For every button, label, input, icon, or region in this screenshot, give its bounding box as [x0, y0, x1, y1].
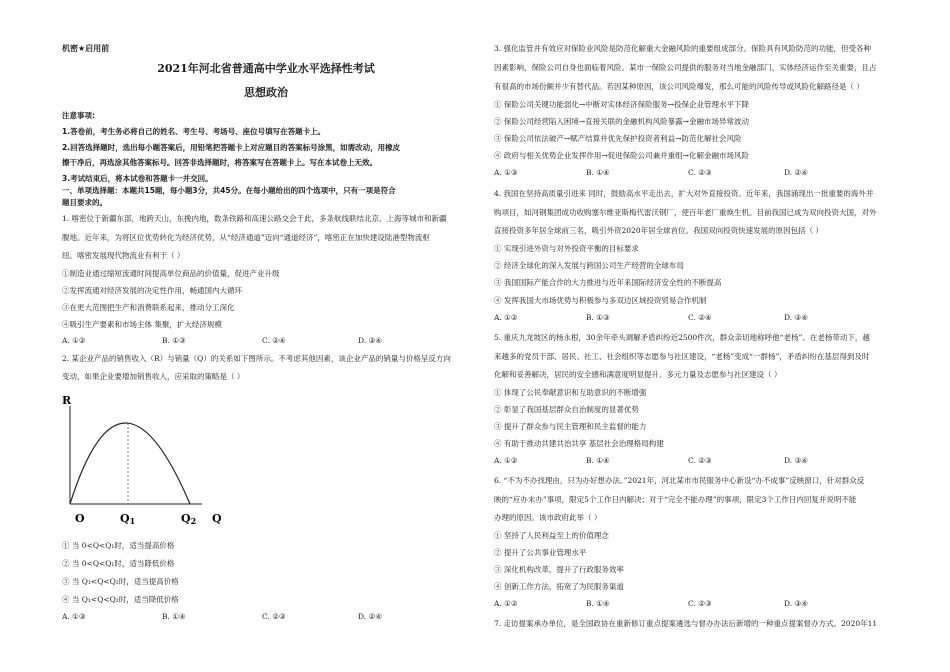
q5-stem-2: 来越多的党员干部、居民、社工、社会组织等志愿参与社区建设，“老杨”变成“一群杨”，矛盾纠纷在基层得到及时: [494, 352, 870, 361]
q1-stem-3: 纽。喀密发展现代物流业有利于（ ）: [62, 251, 185, 260]
q2-choice-a: A. ①③: [62, 612, 86, 621]
q1-choice-c: C. ②④: [262, 336, 286, 345]
q1-answer-choices: [62, 336, 382, 346]
q3-option-3: ③ 保险公司依法破产→赋产结算并优先保护投资者利益→防范化解社会风险: [494, 134, 742, 143]
q1-stem-1: 1. 喀密位于新疆东部，地跨天山，东挽内地，数条铁路和高速公路交会于此，多条航线联结北京、上海等城市和新疆: [62, 214, 447, 223]
tick-q2-sub: 2: [190, 516, 197, 526]
q1-option-1: ①制造业通过缩短流通时间提高单位商品的价值量，促进产业升级: [62, 269, 280, 278]
axis-label-r: R: [62, 394, 72, 407]
section-heading-b: 题目要求的。: [62, 198, 107, 207]
section-heading-a: 一、单项选择题：本题共15题，每小题3分，共45分。在每小题给出的四个选项中，只有一项是符合: [62, 186, 396, 195]
secret-label: 机密★启用前: [62, 44, 110, 53]
q2-stem-1: 2. 某企业产品的销售收入（R）与销量（Q）的关系如下图所示。不考虑其他因素，该企业产品的销量与价格呈反方向: [62, 354, 451, 363]
q6-stem-2: 映的“应办未办”事项，限定5个工作日内解决；对于“完全不能办理”的事项，限定3个工作日内回复并说明不能: [494, 495, 857, 504]
note-2b: 擦干净后，再选涂其他答案标号。回答非选择题时，将答案写在答题卡上。写在本试卷上无效。: [62, 158, 377, 167]
q4-answer-choices: [494, 313, 808, 323]
q6-option-4: ④ 创新工作方法，拓宽了为民服务渠道: [494, 582, 624, 591]
tick-q1-main: Q: [120, 512, 130, 525]
note-2a: 2.回答选择题时，选出每小题答案后，用铅笔把答题卡上对应题目的答案标号涂黑，如需改动，用橡皮: [62, 143, 401, 152]
q2-option-4: ④ 当 Q₁<Q<Q₂时，适当降低价格: [62, 595, 179, 604]
q4-stem-1: 4. 我国在坚持高质量引进来 同时，鼓励高水平走出去，扩大对外直接投资。近年来，我国涌现出一批重要的海外并: [494, 189, 874, 198]
q5-stem-3: 化解和妥善解决，居民的安全感和满意度明显提升。多元力量及志愿参与社区建设（ ）: [494, 370, 782, 379]
q4-option-3: ③ 我国国际产能合作的大力推进与近年来国际经济安全性的不断提高: [494, 278, 722, 287]
q3-choice-d: D. ②④: [784, 168, 808, 177]
q3-option-1: ① 保险公司关键功能弱化→中断对实体经济保险服务→投保企业管理水平下降: [494, 100, 749, 109]
q5-choice-b: B. ①④: [586, 456, 610, 465]
axis-label-q: Q: [212, 512, 222, 525]
q5-option-2: ② 彰显了我国基层群众自治制度的显著优势: [494, 405, 639, 414]
q5-option-3: ③ 提升了群众参与民主管理和民主监督的能力: [494, 422, 647, 431]
q2-option-2: ② 当 0<Q<Q₁时，适当降低价格: [62, 559, 175, 568]
q3-stem-3: 有很高的市场份额并少有替代品。若因某种原因，该公司风险爆发，那么可能的风险传导或风险化解路径是（ ）: [494, 82, 864, 91]
subject-title: 思想政治: [244, 86, 288, 99]
q2-choice-c: C. ②③: [262, 612, 286, 621]
q1-choice-d: D. ③④: [358, 336, 382, 345]
q3-option-2: ② 保险公司经营陷入困境→直接关联的金融机构风险暴露→金融市场异常波动: [494, 117, 749, 126]
q1-option-2: ②发挥流通对经济发展的决定性作用，畅通国内大循环: [62, 286, 242, 295]
tick-q1-sub: 1: [129, 516, 136, 526]
note-1: 1.答卷前，考生务必将自己的姓名、考生号、考场号、座位号填写在答题卡上。: [62, 127, 326, 136]
tick-q2-main: Q: [181, 512, 191, 525]
q3-stem-2: 因素影响，保险公司自身也面临着风险。某市一保险公司提供的服务对当地金融部门、实体经济运作至关重要，且占: [494, 63, 877, 72]
q4-option-1: ① 实现引进外资与对外投资平衡的目标要求: [494, 244, 639, 253]
q3-choice-c: C. ②③: [688, 168, 712, 177]
q7-stem-1: 7. 走访提案承办单位，是全国政协在重新修订重点提案遴选与督办办法后新增的一种重点提案督办方式。2020年11: [494, 619, 878, 628]
q2-stem-2: 变动，如果企业要增加销售收入，应采取的策略是（ ）: [62, 372, 245, 381]
q6-answer-choices: [494, 599, 808, 609]
q2-answer-choices: [62, 612, 382, 622]
q4-stem-2: 购项目，如河钢集团成功收购塞尔维亚斯梅代雷沃钢厂，使百年老厂重焕生机。目前我国已成为双向投资大国，对外: [494, 208, 877, 217]
q6-stem-1: 6. “不为不办找理由，只为办好想办法。”2021年，河北某市市民服务中心新设“办不成事”反映窗口，针对群众反: [494, 476, 865, 485]
q4-choice-c: C. ②④: [688, 313, 712, 322]
q4-stem-3: 直接投资多年居全球前三名，吸引外资2020年居全球首位。我国双向投资快速发展的原因包括（ ）: [494, 226, 823, 235]
notes-heading: 注意事项:: [62, 111, 95, 120]
revenue-curve: [70, 423, 190, 504]
tick-label-q1: [120, 512, 135, 526]
exam-title: 2021年河北省普通高中学业水平选择性考试: [157, 62, 375, 75]
q2-choice-d: D. ②④: [358, 612, 382, 621]
q3-answer-choices: [494, 168, 808, 178]
q5-stem-1: 5. 重庆九龙坡区的杨永根，30余年牵头调解矛盾纠纷近2500件次，群众亲切地称呼他“老杨”。在老杨带动下，越: [494, 333, 870, 342]
q5-option-1: ① 体现了公民奉献意识和互助意识的不断增强: [494, 388, 647, 397]
q4-choice-b: B. ①③: [586, 313, 610, 322]
q2-option-1: ① 当 0<Q<Q₁时，适当提高价格: [62, 541, 175, 550]
q3-stem-1: 3. 强化监管并有效应对保险业风险是防范化解重大金融风险的重要组成部分。保险具有风险防范的功能，但受各种: [494, 44, 872, 53]
q3-choice-b: B. ①④: [586, 168, 610, 177]
q4-option-2: ② 经济全球化的深入发展与跨国公司生产经营的全球布局: [494, 261, 684, 270]
note-3: 3.考试结束后，将本试卷和答题卡一并交回。: [62, 174, 213, 183]
q5-choice-a: A. ①②: [494, 456, 518, 465]
q1-stem-2: 腹地。近年来，为将区位优势转化为经济优势，从“经济通道”迈向“通道经济”，喀密正在加快建设陆港型物流枢: [62, 233, 430, 242]
q6-option-2: ② 提升了公共事业管理水平: [494, 548, 587, 557]
revenue-curve-figure: [62, 388, 232, 528]
q6-option-1: ① 坚持了人民利益至上的价值理念: [494, 531, 609, 540]
q3-choice-a: A. ①③: [494, 168, 518, 177]
q1-choice-b: B. ①③: [162, 336, 186, 345]
q4-option-4: ④ 发挥我国大市场优势与积极参与多双边区域投资贸易合作机制: [494, 296, 707, 305]
q2-choice-b: B. ①④: [162, 612, 186, 621]
q5-answer-choices: [494, 456, 808, 466]
q6-choice-b: B. ①④: [586, 599, 610, 608]
q6-stem-3: 办理的原因。该市政府此举（ ）: [494, 513, 602, 522]
q1-choice-a: A. ①②: [62, 336, 86, 345]
q1-option-4: ④吸引生产要素和市场主体 集聚，扩大经济规模: [62, 320, 222, 329]
q5-choice-d: D. ③④: [784, 456, 808, 465]
q5-option-4: ④ 有助于推动共建共治共享 基层社会治理格局构建: [494, 439, 664, 448]
q6-choice-d: D. ③④: [784, 599, 808, 608]
q4-choice-d: D. ③④: [784, 313, 808, 322]
q6-choice-c: C. ②③: [688, 599, 712, 608]
tick-label-q2: [181, 512, 196, 526]
q1-option-3: ③在更大范围把生产和消费联系起来，推动分工深化: [62, 303, 235, 312]
q4-choice-a: A. ①②: [494, 313, 518, 322]
q6-option-3: ③ 深化机构改革，提升了行政服务效率: [494, 565, 624, 574]
origin-label: O: [75, 512, 85, 525]
q5-choice-c: C. ②③: [688, 456, 712, 465]
q3-option-4: ④ 政府与相关优势企业发挥作用→促进保险公司兼并重组→化解金融市场风险: [494, 151, 749, 160]
q6-choice-a: A. ①②: [494, 599, 518, 608]
q2-option-3: ③ 当 Q₁<Q<Q₂时，适当提高价格: [62, 577, 179, 586]
